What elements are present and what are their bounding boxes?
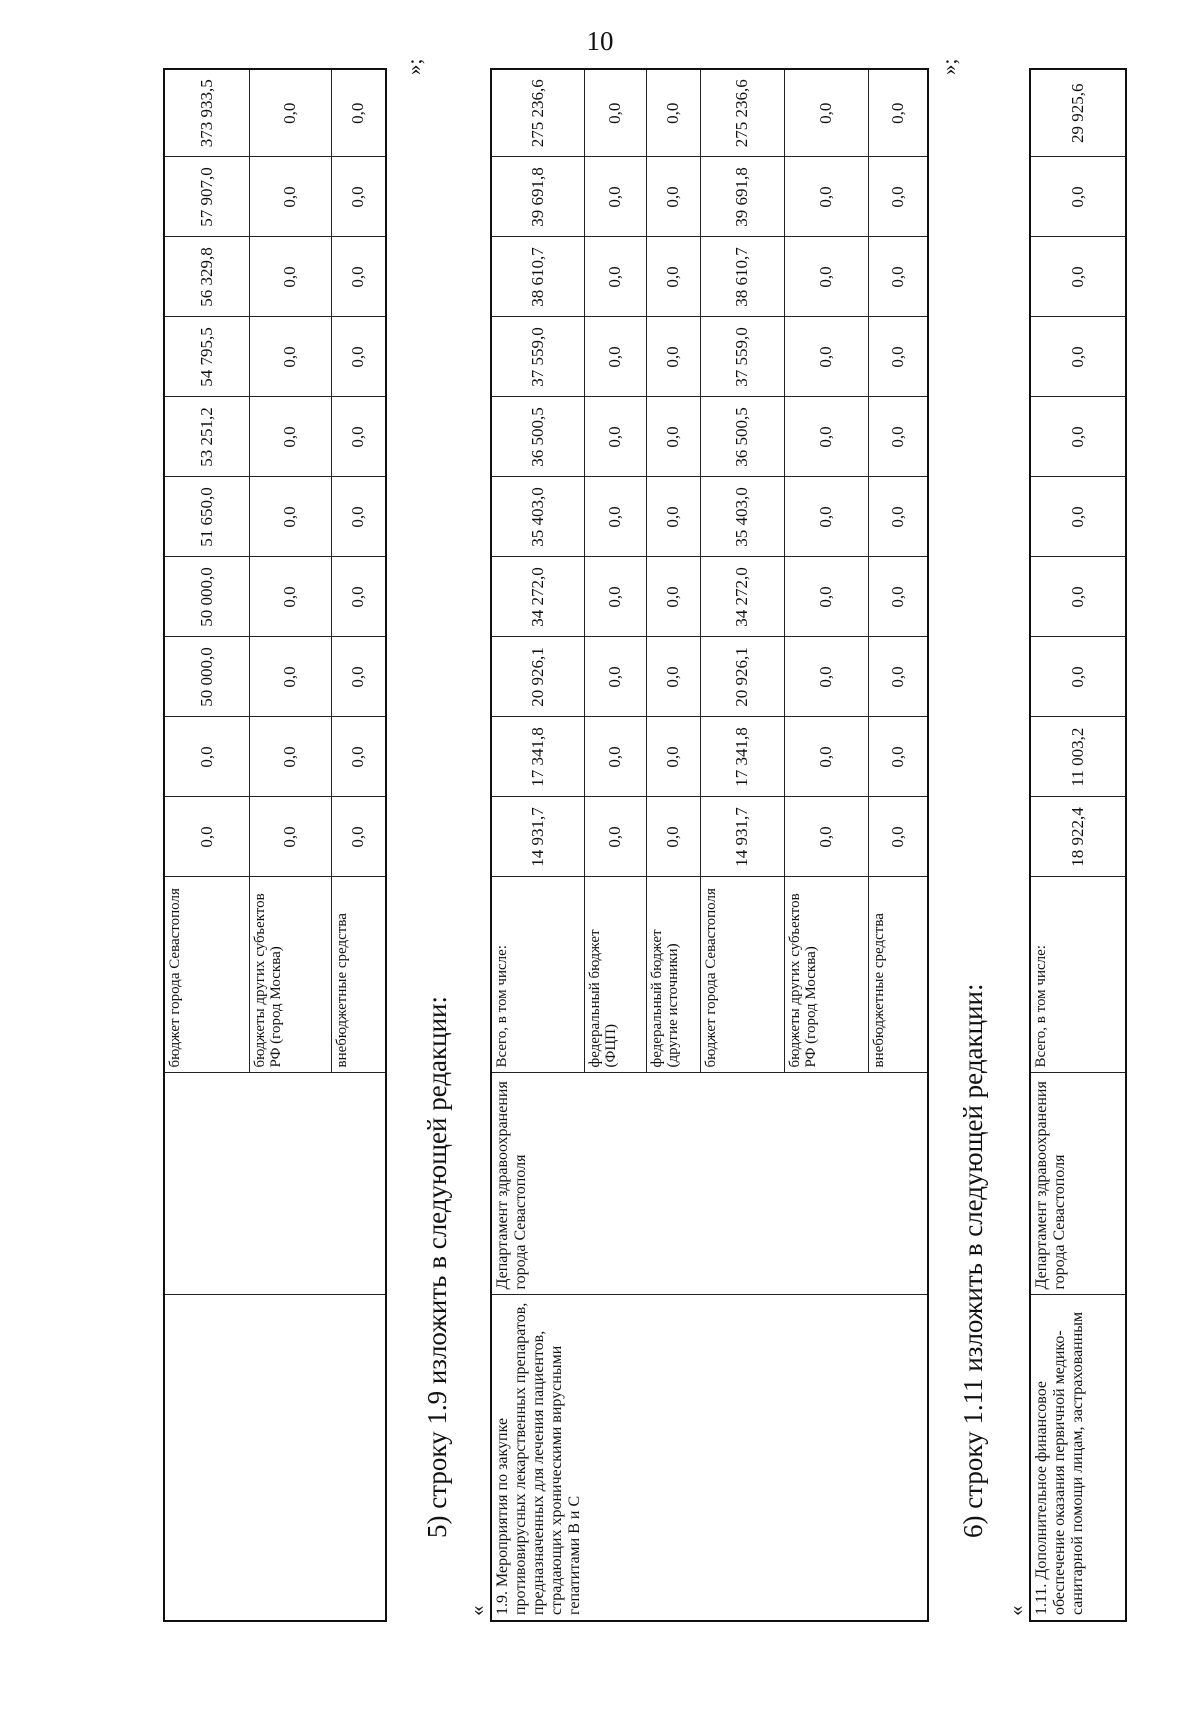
year-value-cell: 0,0 [1030, 477, 1126, 557]
total-value-cell: 275 236,6 [491, 69, 584, 157]
total-value-cell: 29 925,6 [1030, 69, 1126, 157]
total-value-cell: 0,0 [868, 69, 928, 157]
year-value-cell: 0,0 [584, 157, 646, 237]
year-value-cell: 39 691,8 [491, 157, 584, 237]
year-value-cell: 0,0 [868, 477, 928, 557]
executor-cell [164, 1073, 386, 1295]
funding-source-cell: Всего, в том числе: [491, 877, 584, 1073]
year-value-cell: 0,0 [1030, 317, 1126, 397]
year-value-cell: 0,0 [249, 237, 331, 317]
year-value-cell: 0,0 [584, 477, 646, 557]
year-value-cell: 0,0 [331, 237, 386, 317]
year-value-cell: 0,0 [646, 157, 700, 237]
total-value-cell: 0,0 [784, 69, 868, 157]
funding-source-cell: федеральный бюджет (ФЦП) [584, 877, 646, 1073]
activity-cell [164, 1295, 386, 1621]
funding-source-cell: бюджет города Севастополя [700, 877, 784, 1073]
funding-table-row-1-11 [1029, 68, 1127, 1622]
year-value-cell: 17 341,8 [700, 717, 784, 797]
year-value-cell: 0,0 [646, 557, 700, 637]
year-value-cell: 0,0 [249, 637, 331, 717]
instruction-row-1-9: 5) строку 1.9 изложить в следующей редакции: [422, 995, 452, 1538]
year-value-cell: 0,0 [646, 397, 700, 477]
year-value-cell: 0,0 [868, 397, 928, 477]
year-value-cell: 38 610,7 [700, 237, 784, 317]
funding-source-cell: бюджеты других субъектов РФ (город Москва) [249, 877, 331, 1073]
year-value-cell: 0,0 [868, 797, 928, 877]
executor-cell: Департамент здравоохранения города Севастополя [491, 1073, 928, 1295]
year-value-cell: 0,0 [249, 397, 331, 477]
year-value-cell: 36 500,5 [491, 397, 584, 477]
year-value-cell: 34 272,0 [700, 557, 784, 637]
executor-cell: Департамент здравоохранения города Севастополя [1030, 1073, 1126, 1295]
year-value-cell: 0,0 [784, 157, 868, 237]
total-value-cell: 0,0 [249, 69, 331, 157]
year-value-cell: 14 931,7 [700, 797, 784, 877]
year-value-cell: 0,0 [784, 317, 868, 397]
year-value-cell: 0,0 [249, 317, 331, 397]
year-value-cell: 0,0 [868, 557, 928, 637]
year-value-cell: 0,0 [1030, 237, 1126, 317]
year-value-cell: 50 000,0 [164, 637, 249, 717]
year-value-cell: 0,0 [784, 637, 868, 717]
total-value-cell: 0,0 [584, 69, 646, 157]
year-value-cell: 20 926,1 [491, 637, 584, 717]
quote-open-1: « [465, 1605, 489, 1616]
year-value-cell: 0,0 [331, 717, 386, 797]
year-value-cell: 0,0 [1030, 637, 1126, 717]
quote-close-1: »; [402, 58, 426, 75]
year-value-cell: 35 403,0 [491, 477, 584, 557]
year-value-cell: 0,0 [1030, 557, 1126, 637]
instruction-row-1-11: 6) строку 1.11 изложить в следующей редакции: [958, 983, 988, 1538]
funding-table-continuation [163, 68, 387, 1622]
year-value-cell: 0,0 [249, 557, 331, 637]
funding-table-row-1-9 [490, 68, 929, 1622]
quote-open-2: « [1004, 1605, 1028, 1616]
table-row [164, 69, 249, 1621]
year-value-cell: 0,0 [331, 557, 386, 637]
year-value-cell: 0,0 [584, 797, 646, 877]
funding-source-cell: бюджеты других субъектов РФ (город Москва) [784, 877, 868, 1073]
funding-source-cell: федеральный бюджет (другие источники) [646, 877, 700, 1073]
year-value-cell: 20 926,1 [700, 637, 784, 717]
total-value-cell: 373 933,5 [164, 69, 249, 157]
year-value-cell: 0,0 [1030, 397, 1126, 477]
year-value-cell: 0,0 [646, 637, 700, 717]
year-value-cell: 0,0 [584, 317, 646, 397]
year-value-cell: 0,0 [784, 717, 868, 797]
year-value-cell: 0,0 [646, 237, 700, 317]
year-value-cell: 57 907,0 [164, 157, 249, 237]
year-value-cell: 0,0 [784, 797, 868, 877]
year-value-cell: 0,0 [584, 237, 646, 317]
year-value-cell: 34 272,0 [491, 557, 584, 637]
year-value-cell: 0,0 [584, 637, 646, 717]
table-row [1030, 69, 1126, 1621]
year-value-cell: 39 691,8 [700, 157, 784, 237]
year-value-cell: 0,0 [646, 797, 700, 877]
funding-source-cell: внебюджетные средства [868, 877, 928, 1073]
year-value-cell: 0,0 [584, 557, 646, 637]
year-value-cell: 0,0 [784, 557, 868, 637]
year-value-cell: 17 341,8 [491, 717, 584, 797]
year-value-cell: 53 251,2 [164, 397, 249, 477]
funding-source-cell: Всего, в том числе: [1030, 877, 1126, 1073]
year-value-cell: 0,0 [868, 157, 928, 237]
year-value-cell: 0,0 [331, 477, 386, 557]
total-value-cell: 275 236,6 [700, 69, 784, 157]
funding-source-cell: внебюджетные средства [331, 877, 386, 1073]
year-value-cell: 0,0 [164, 717, 249, 797]
year-value-cell: 0,0 [784, 477, 868, 557]
year-value-cell: 37 559,0 [700, 317, 784, 397]
table-row [491, 69, 584, 1621]
year-value-cell: 0,0 [584, 397, 646, 477]
year-value-cell: 37 559,0 [491, 317, 584, 397]
year-value-cell: 0,0 [331, 637, 386, 717]
year-value-cell: 51 650,0 [164, 477, 249, 557]
year-value-cell: 0,0 [646, 717, 700, 797]
year-value-cell: 0,0 [584, 717, 646, 797]
year-value-cell: 0,0 [249, 717, 331, 797]
total-value-cell: 0,0 [331, 69, 386, 157]
year-value-cell: 0,0 [249, 477, 331, 557]
year-value-cell: 0,0 [868, 637, 928, 717]
funding-source-cell: бюджет города Севастополя [164, 877, 249, 1073]
year-value-cell: 0,0 [331, 397, 386, 477]
year-value-cell: 0,0 [331, 797, 386, 877]
year-value-cell: 54 795,5 [164, 317, 249, 397]
year-value-cell: 0,0 [868, 317, 928, 397]
year-value-cell: 50 000,0 [164, 557, 249, 637]
year-value-cell: 0,0 [331, 317, 386, 397]
year-value-cell: 0,0 [868, 237, 928, 317]
total-value-cell: 0,0 [646, 69, 700, 157]
year-value-cell: 0,0 [646, 317, 700, 397]
year-value-cell: 56 329,8 [164, 237, 249, 317]
page-number: 10 [586, 26, 614, 56]
year-value-cell: 0,0 [249, 157, 331, 237]
year-value-cell: 0,0 [1030, 157, 1126, 237]
year-value-cell: 0,0 [249, 797, 331, 877]
activity-cell: 1.11. Дополнительное финансовое обеспечение оказания первичной медико-санитарной помощи лицам, застрахованным [1030, 1295, 1126, 1621]
year-value-cell: 0,0 [331, 157, 386, 237]
year-value-cell: 14 931,7 [491, 797, 584, 877]
quote-close-2: »; [937, 58, 961, 75]
year-value-cell: 18 922,4 [1030, 797, 1126, 877]
year-value-cell: 11 003,2 [1030, 717, 1126, 797]
year-value-cell: 0,0 [784, 237, 868, 317]
activity-cell: 1.9. Мероприятия по закупке противовирусных лекарственных препаратов, предназначенных для лечения пациентов, страдающих хроническими вирусными гепатитами В и С [491, 1295, 928, 1621]
year-value-cell: 38 610,7 [491, 237, 584, 317]
year-value-cell: 36 500,5 [700, 397, 784, 477]
year-value-cell: 35 403,0 [700, 477, 784, 557]
year-value-cell: 0,0 [164, 797, 249, 877]
year-value-cell: 0,0 [868, 717, 928, 797]
year-value-cell: 0,0 [646, 477, 700, 557]
year-value-cell: 0,0 [784, 397, 868, 477]
